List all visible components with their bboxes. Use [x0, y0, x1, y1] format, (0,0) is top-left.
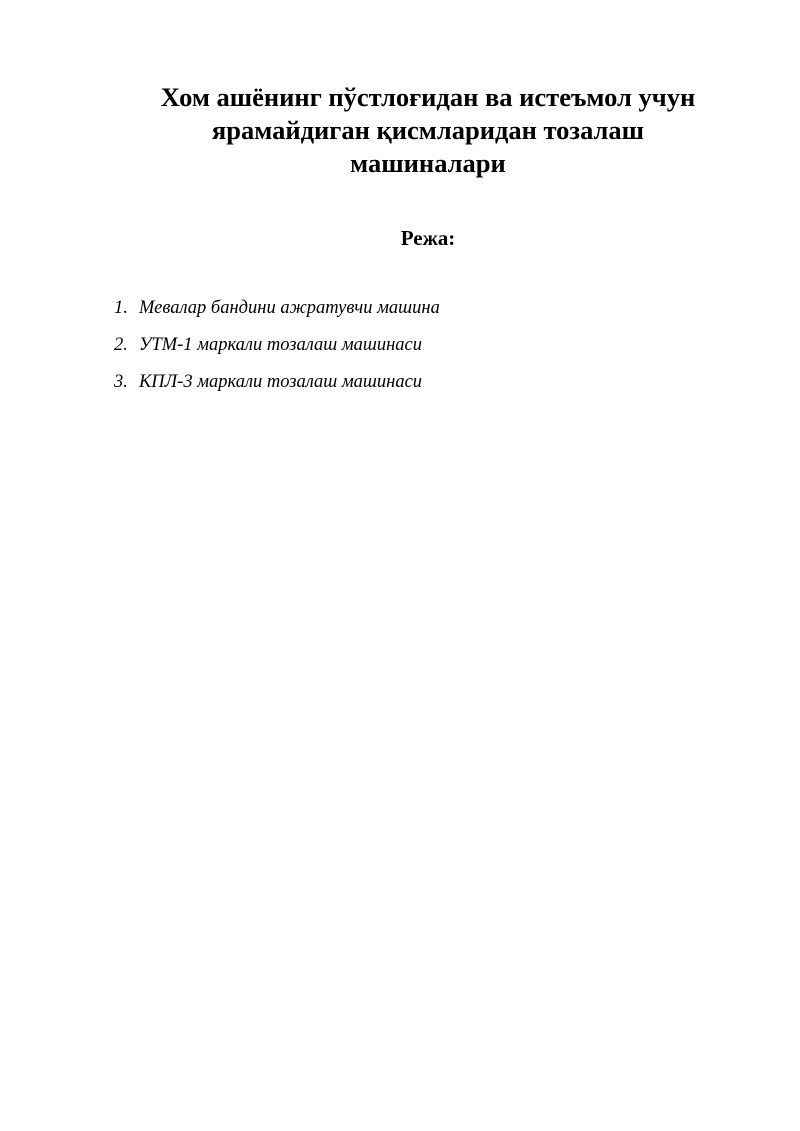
plan-item-number: 2.	[114, 335, 128, 355]
document-title-line: ярамайдиган қисмларидан тозалаш	[211, 115, 645, 145]
plan-item-number: 1.	[114, 298, 128, 318]
document-title	[100, 81, 756, 180]
plan-heading: Режа:	[400, 226, 456, 250]
plan-list-item	[114, 368, 440, 405]
plan-item-text: КПЛ-3 маркали тозалаш машинаси	[139, 372, 423, 392]
plan-list-item	[114, 331, 440, 368]
plan-list	[114, 294, 440, 405]
plan-item-text: Мевалар бандини ажратувчи машина	[139, 298, 440, 318]
plan-item-text: УТМ-1 маркали тозалаш машинаси	[139, 335, 423, 355]
plan-item-number: 3.	[114, 372, 128, 392]
document-title-line: Хом ашёнинг пўстлоғидан ва истеъмол учун	[160, 82, 696, 112]
document-title-line: машиналари	[350, 148, 506, 178]
plan-list-item	[114, 294, 440, 331]
